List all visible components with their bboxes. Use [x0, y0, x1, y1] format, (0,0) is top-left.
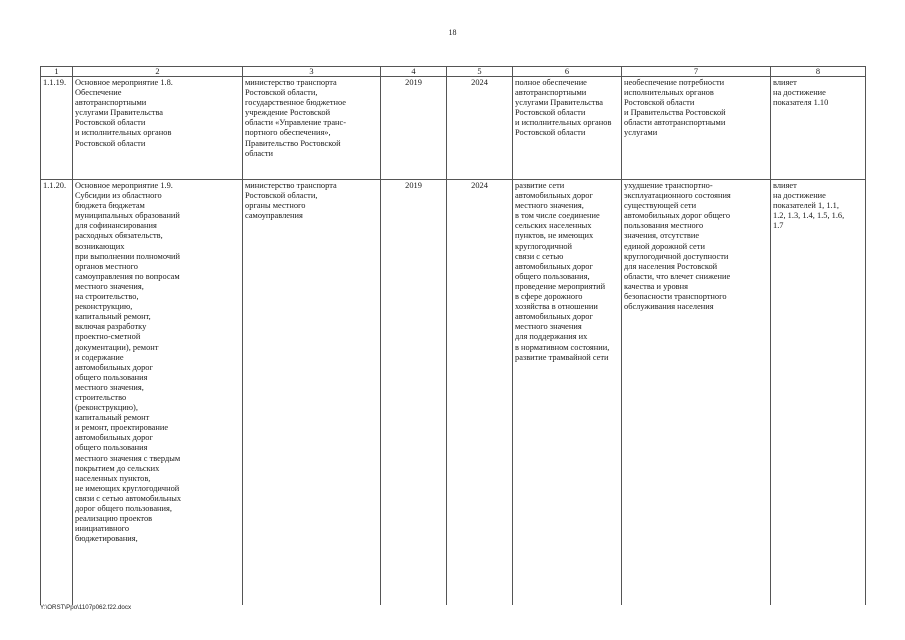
column-header: 5 [447, 67, 513, 77]
end-year-cell: 2024 [447, 77, 513, 180]
start-year-cell: 2019 [381, 77, 447, 180]
column-header: 7 [622, 67, 771, 77]
row-number-cell: 1.1.20. [41, 180, 73, 605]
column-header: 2 [73, 67, 243, 77]
start-year-cell: 2019 [381, 180, 447, 605]
column-header: 4 [381, 67, 447, 77]
footer-file-path: Y:\ORST\Ppo\1107p062.f22.docx [40, 604, 132, 611]
end-year-cell: 2024 [447, 180, 513, 605]
page-number: 18 [448, 28, 457, 37]
consequences-cell: ухудшение транспортно- эксплуатационного состояния существующей сети автомобильных дорог общего пользования местного значения, отсутствие единой дорожной сети круглогодичной доступности для населения Ростовской области, что влечет снижение качества и уровня безопасности транспортного обслуживания населения [622, 180, 771, 605]
executor-cell: министерство транспорта Ростовской области, государственное бюджетное учреждение Ростовской области «Управление транс- портного обеспечения», Правительство Ростовской области [243, 77, 381, 180]
column-header: 1 [41, 67, 73, 77]
column-header: 6 [513, 67, 622, 77]
indicator-link-cell: влияет на достижение показателей 1, 1.1, 1.2, 1.3, 1.4, 1.5, 1.6, 1.7 [771, 180, 866, 605]
column-header: 3 [243, 67, 381, 77]
table-row [41, 180, 866, 605]
table-row [41, 77, 866, 180]
expected-result-cell: полное обеспечение автотранспортными услугами Правительства Ростовской области и исполнительных органов Ростовской области [513, 77, 622, 180]
executor-cell: министерство транспорта Ростовской области, органы местного самоуправления [243, 180, 381, 605]
column-header: 8 [771, 67, 866, 77]
header-row [41, 67, 866, 77]
measures-table [40, 66, 866, 605]
consequences-cell: необеспечение потребности исполнительных органов Ростовской области и Правительства Ростовской области автотранспортными услугами [622, 77, 771, 180]
indicator-link-cell: влияет на достижение показателя 1.10 [771, 77, 866, 180]
measure-name-cell: Основное мероприятие 1.9. Субсидии из областного бюджета бюджетам муниципальных образований для софинансирования расходных обязательств, возникающих при выполнении полномочий органов местного самоуправления по вопросам местного значения, на строительство, реконструкцию, капитальный ремонт, включая разработку проектно-сметной документации), ремонт и содержание автомобильных дорог общего пользования местного значения, строительство (реконструкцию), капитальный ремонт и ремонт, проектирование автомобильных дорог общего пользования местного значения с твердым покрытием до сельских населенных пунктов, не имеющих круглогодичной связи с сетью автомобильных дорог общего пользования, реализацию проектов инициативного бюджетирования, [73, 180, 243, 605]
row-number-cell: 1.1.19. [41, 77, 73, 180]
expected-result-cell: развитие сети автомобильных дорог местного значения, в том числе соединение сельских населенных пунктов, не имеющих круглогодичной связи с сетью автомобильных дорог общего пользования, проведение мероприятий в сфере дорожного хозяйства в отношении автомобильных дорог местного значения для поддержания их в нормативном состоянии, развитие трамвайной сети [513, 180, 622, 605]
measure-name-cell: Основное мероприятие 1.8. Обеспечение автотранспортными услугами Правительства Ростовской области и исполнительных органов Ростовской области [73, 77, 243, 180]
